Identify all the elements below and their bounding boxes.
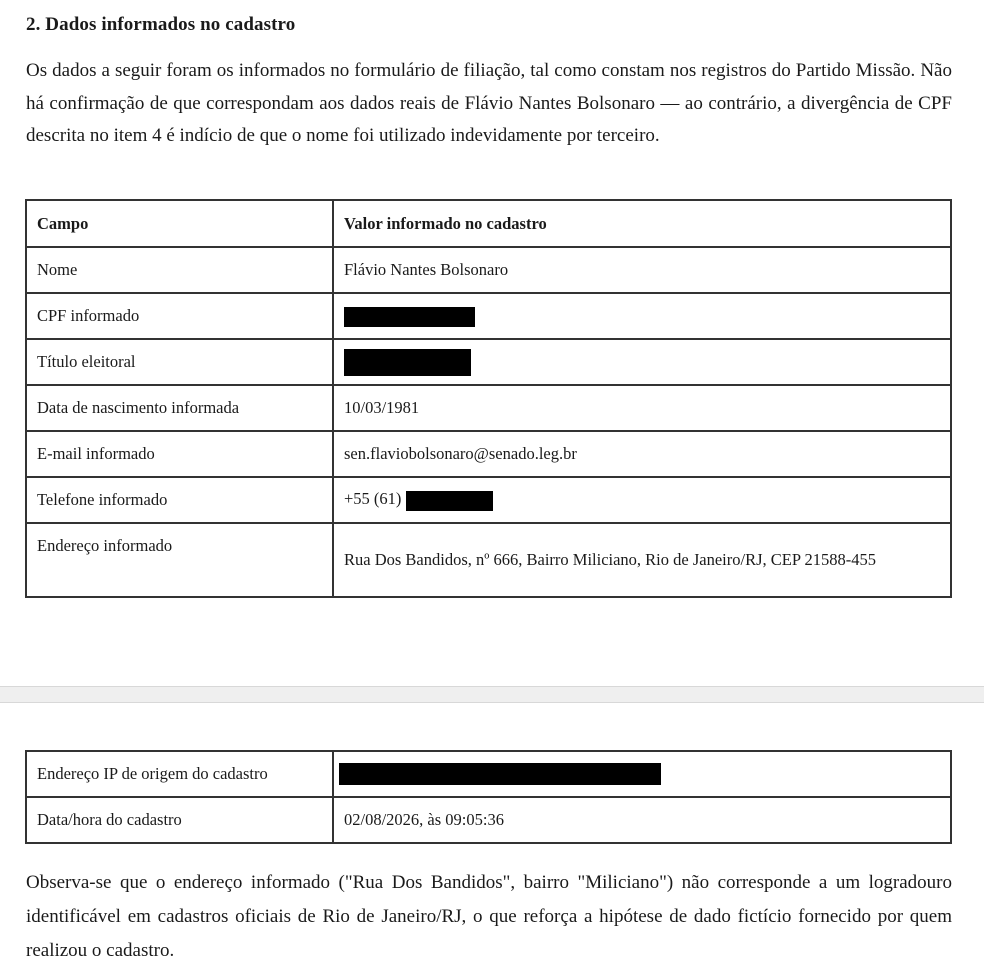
field-value: Flávio Nantes Bolsonaro	[333, 247, 951, 293]
table-row	[26, 477, 951, 523]
closing-paragraph: Observa-se que o endereço informado ("Rua Dos Bandidos", bairro "Miliciano") não corresponde a um logradouro identificável em cadastros oficiais de Rio de Janeiro/RJ, o que reforça a hipótese de dado fictício fornecido por quem realizou o cadastro.	[26, 872, 952, 961]
redaction-bar	[339, 763, 661, 785]
field-label: CPF informado	[26, 293, 333, 339]
table-row	[26, 385, 951, 431]
intro-paragraph: Os dados a seguir foram os informados no formulário de filiação, tal como constam nos registros do Partido Missão. Não há confirmação de que correspondam aos dados reais de Flávio Nantes Bolsonaro — ao contrário, a divergência de CPF descrita no item 4 é indício de que o nome foi utilizado indevidamente por terceiro.	[26, 60, 952, 146]
redaction-bar	[344, 307, 475, 327]
field-label: Telefone informado	[26, 477, 333, 523]
field-label: Endereço IP de origem do cadastro	[26, 751, 333, 797]
field-label: E-mail informado	[26, 431, 333, 477]
field-label: Data/hora do cadastro	[26, 797, 333, 843]
table-row	[26, 339, 951, 385]
table-header-row	[26, 200, 951, 247]
field-value: 10/03/1981	[333, 385, 951, 431]
field-value: 02/08/2026, às 09:05:36	[333, 797, 951, 843]
field-value	[333, 477, 951, 523]
registration-meta-table	[25, 750, 952, 844]
field-label: Título eleitoral	[26, 339, 333, 385]
field-label: Nome	[26, 247, 333, 293]
table-row	[26, 431, 951, 477]
redaction-bar	[344, 349, 471, 376]
redaction-bar	[406, 491, 493, 511]
field-value: Rua Dos Bandidos, nº 666, Bairro Miliciano, Rio de Janeiro/RJ, CEP 21588-455	[333, 523, 951, 597]
section-heading: 2. Dados informados no cadastro	[26, 14, 296, 35]
field-label: Data de nascimento informada	[26, 385, 333, 431]
field-label: Endereço informado	[26, 523, 333, 597]
field-value	[333, 293, 951, 339]
header-valor: Valor informado no cadastro	[333, 200, 951, 247]
page-divider	[0, 686, 984, 703]
table-row	[26, 247, 951, 293]
field-value: sen.flaviobolsonaro@senado.leg.br	[333, 431, 951, 477]
registration-data-table	[25, 199, 952, 598]
table-row	[26, 523, 951, 597]
table-row	[26, 797, 951, 843]
table-row	[26, 751, 951, 797]
phone-prefix: +55 (61)	[344, 489, 402, 509]
field-value	[333, 339, 951, 385]
field-value	[333, 751, 951, 797]
header-campo: Campo	[26, 200, 333, 247]
table-row	[26, 293, 951, 339]
